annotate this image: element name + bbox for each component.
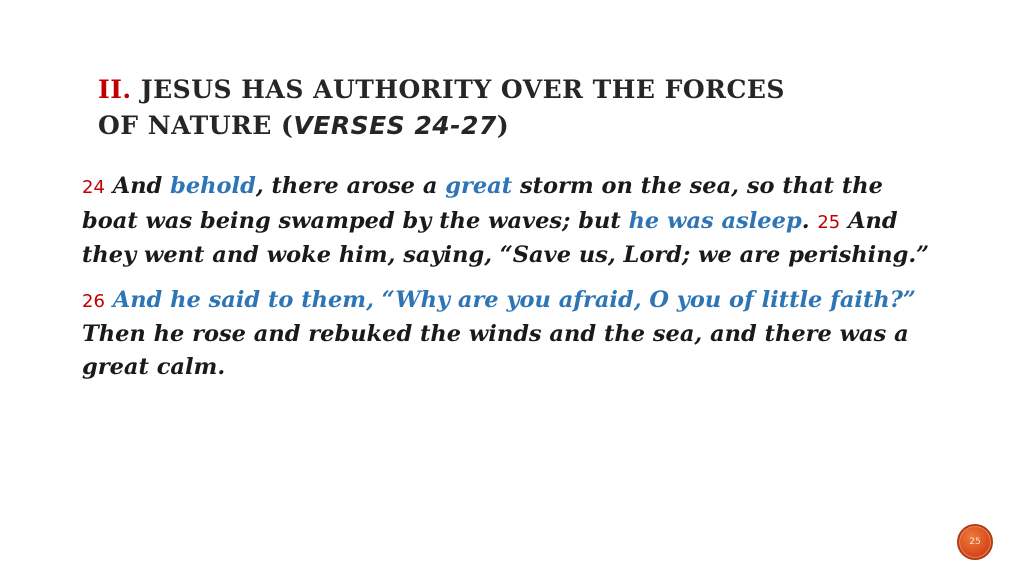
text-segment: Then he rose and rebuked the winds and the sea, and there was a great calm. [82,321,909,380]
title-text: JESUS HAS AUTHORITY OVER THE FORCES OF NATURE ( [98,75,785,140]
highlight-he-was-asleep: he was asleep [628,207,802,234]
title-close-paren: ) [496,111,510,140]
page-number-badge [957,524,993,560]
highlight-jesus-speech: And he said to them, “Why are you afraid, O you of little faith?” [104,286,916,313]
scripture-body [82,170,942,395]
title-numeral: II. [98,75,132,104]
slide-title [98,72,818,144]
verse-number-25: 25 [817,211,841,233]
paragraph-verse-26 [82,284,942,384]
title-verses: VERSES 24-27 [293,111,497,140]
verse-number-24: 24 [82,177,105,198]
text-segment: . [801,207,818,234]
text-segment: And [104,173,171,199]
text-segment: storm on the sea, so that the boat was being swamped by the waves; but [82,173,883,234]
verse-number-26: 26 [82,290,105,312]
highlight-great: great [445,173,513,199]
paragraph-verses-24-25 [82,170,942,272]
text-segment: , there arose a [255,173,446,199]
text-segment: And they went and woke him, saying, “Save us, Lord; we are perishing.” [82,207,930,268]
page-number: 25 [969,537,981,547]
highlight-behold: behold [170,173,256,199]
